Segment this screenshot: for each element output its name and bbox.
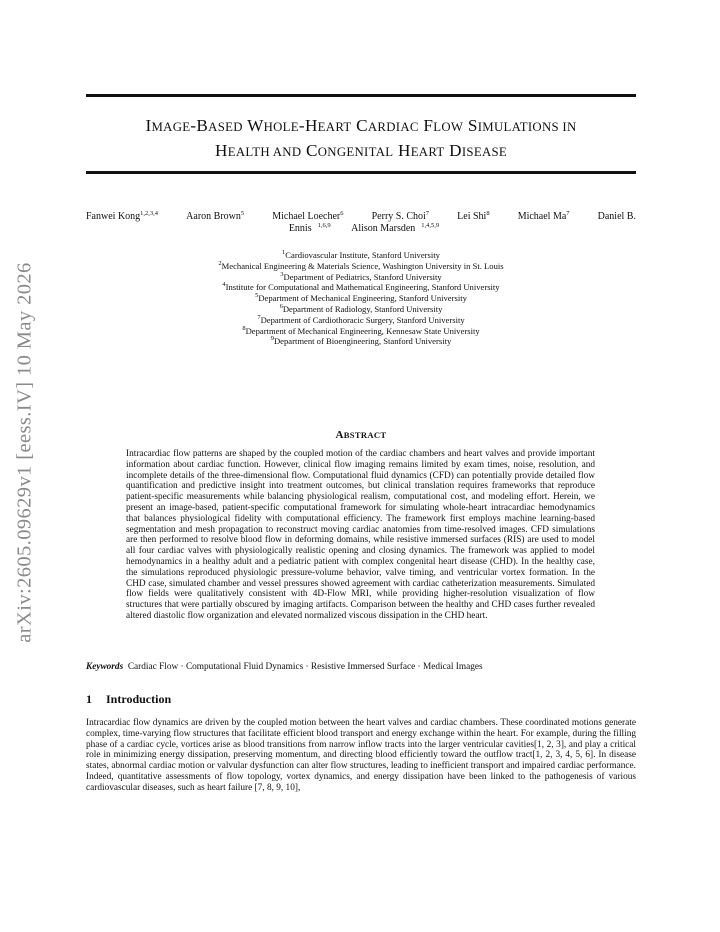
affiliation: $^9$Department of Bioengineering, Stanford University <box>270 335 452 347</box>
abstract-heading: ABSTRACT <box>335 429 387 441</box>
abstract-text: Intracardiac flow patterns are shaped by the coupled motion of the cardiac chambers and heart valves and provide important information about cardiac function. However, clinical flow imaging remains limited by exam times, noise, resolution, and incomplete details of the three-dimensional flow. Computational fluid dynamics (CFD) can potentially provide detailed flow quantification and predictive insight into treatment outcomes, but clinical translation requires frameworks that reproduce patient-specific measurements while balancing physiological realism, computational cost, and modeling effort. Herein, we present an image-based, patient-specific computational framework for simulating whole-heart intracardiac hemodynamics that balances physiological fidelity with computational efficiency. The framework first employs machine learning-based segmentation and mesh propagation to reconstruct moving cardiac anatomies from time-resolved images. CFD simulations are then performed to resolve blood flow in deforming domains, while resistive immersed surfaces (RIS) are used to model all four cardiac valves with physiologically realistic opening and closing dynamics. The framework was applied to model hemodynamics in a healthy adult and a pediatric patient with complex congenital heart disease (CHD). In the healthy case, the simulations reproduced physiologic pressure-volume behavior, valve timing, and ventricular vortex formation. In the CHD case, simulated chamber and vessel pressures showed agreement with cardiac catheterization measurements. Simulated flow fields were qualitatively consistent with 4D-Flow MRI, while providing higher-resolution visualization of flow structures that were partially obscured by imaging artifacts. Comparison between the healthy and CHD cases further revealed altered diastolic flow organization and elevated normalized viscous dissipation in the CHD heart. <box>126 449 595 621</box>
keywords-text: Cardiac Flow · Computational Fluid Dynamics · Resistive Immersed Surface · Medical Images <box>127 662 483 672</box>
author: Lei Shi$^8$ <box>457 210 490 222</box>
affiliation: $^5$Department of Mechanical Engineering, Stanford University <box>255 292 467 304</box>
title-line-2: HEALTH AND CONGENITAL HEART DISEASE <box>214 141 508 160</box>
author: Ennis $^{1,6,9}$ <box>288 222 331 234</box>
author: Daniel B. <box>597 211 636 222</box>
title-top-rule <box>86 94 636 97</box>
keywords-label: Keywords <box>86 662 124 672</box>
author: Fanwei Kong$^{1,2,3,4}$ <box>86 210 159 222</box>
affiliation: $^2$Mechanical Engineering & Materials Science, Washington University in St. Louis <box>218 259 504 271</box>
section-heading <box>86 692 636 707</box>
affiliation: $^8$Department of Mechanical Engineering, Kennesaw State University <box>242 324 480 336</box>
section-number: 1 <box>86 692 92 706</box>
affiliation: $^1$Cardiovascular Institute, Stanford University <box>282 249 440 260</box>
author-list <box>86 211 636 235</box>
keywords <box>86 662 636 672</box>
author: Michael Ma$^7$ <box>517 210 570 222</box>
affiliation: $^3$Department of Pediatrics, Stanford University <box>280 270 442 282</box>
arxiv-stamp-text: arXiv:2605.09629v1 [eess.IV] 10 May 2026 <box>13 261 36 643</box>
section-title: Introduction <box>106 692 172 706</box>
introduction-text: Intracardiac flow dynamics are driven by the coupled motion between the heart valves and cardiac chambers. These coordinated motions generate complex, time-varying flow structures that facilitate efficient blood transport and energy exchange within the heart. For example, during the filling phase of a cardiac cycle, vortices arise as blood transitions from narrow inflow tracts into the larger ventricular cavities[1, 2, 3], and play a critical role in minimizing energy dissipation, preserving momentum, and directing blood efficiently toward the outflow tract[1, 2, 3, 4, 5, 6]. In disease states, abnormal cardiac motion or valvular dysfunction can alter flow structures, leading to inefficient transport and impaired cardiac performance. Indeed, quantitative assessments of flow topology, vortex dynamics, and energy dissipation have been linked to the pathogenesis of various cardiovascular diseases, such as heart failure [7, 8, 9, 10], <box>86 718 636 793</box>
author: Aaron Brown$^5$ <box>186 210 245 222</box>
title-line-1: IMAGE-BASED WHOLE-HEART CARDIAC FLOW SIMULATIONS IN <box>145 116 577 135</box>
affiliation: $^4$Institute for Computational and Mathematical Engineering, Stanford University <box>222 281 500 293</box>
affiliation: $^7$Department of Cardiothoracic Surgery, Stanford University <box>257 313 465 325</box>
paper-title <box>86 114 636 164</box>
author: Perry S. Choi$^7$ <box>371 210 430 222</box>
affiliation: $^6$Department of Radiology, Stanford University <box>279 302 443 314</box>
title-bottom-rule <box>86 171 636 174</box>
author: Alison Marsden $^{1,4,5,9}$ <box>351 222 440 234</box>
affiliations <box>86 250 636 347</box>
author: Michael Loecher$^6$ <box>272 210 344 222</box>
arxiv-stamp <box>2 248 48 656</box>
